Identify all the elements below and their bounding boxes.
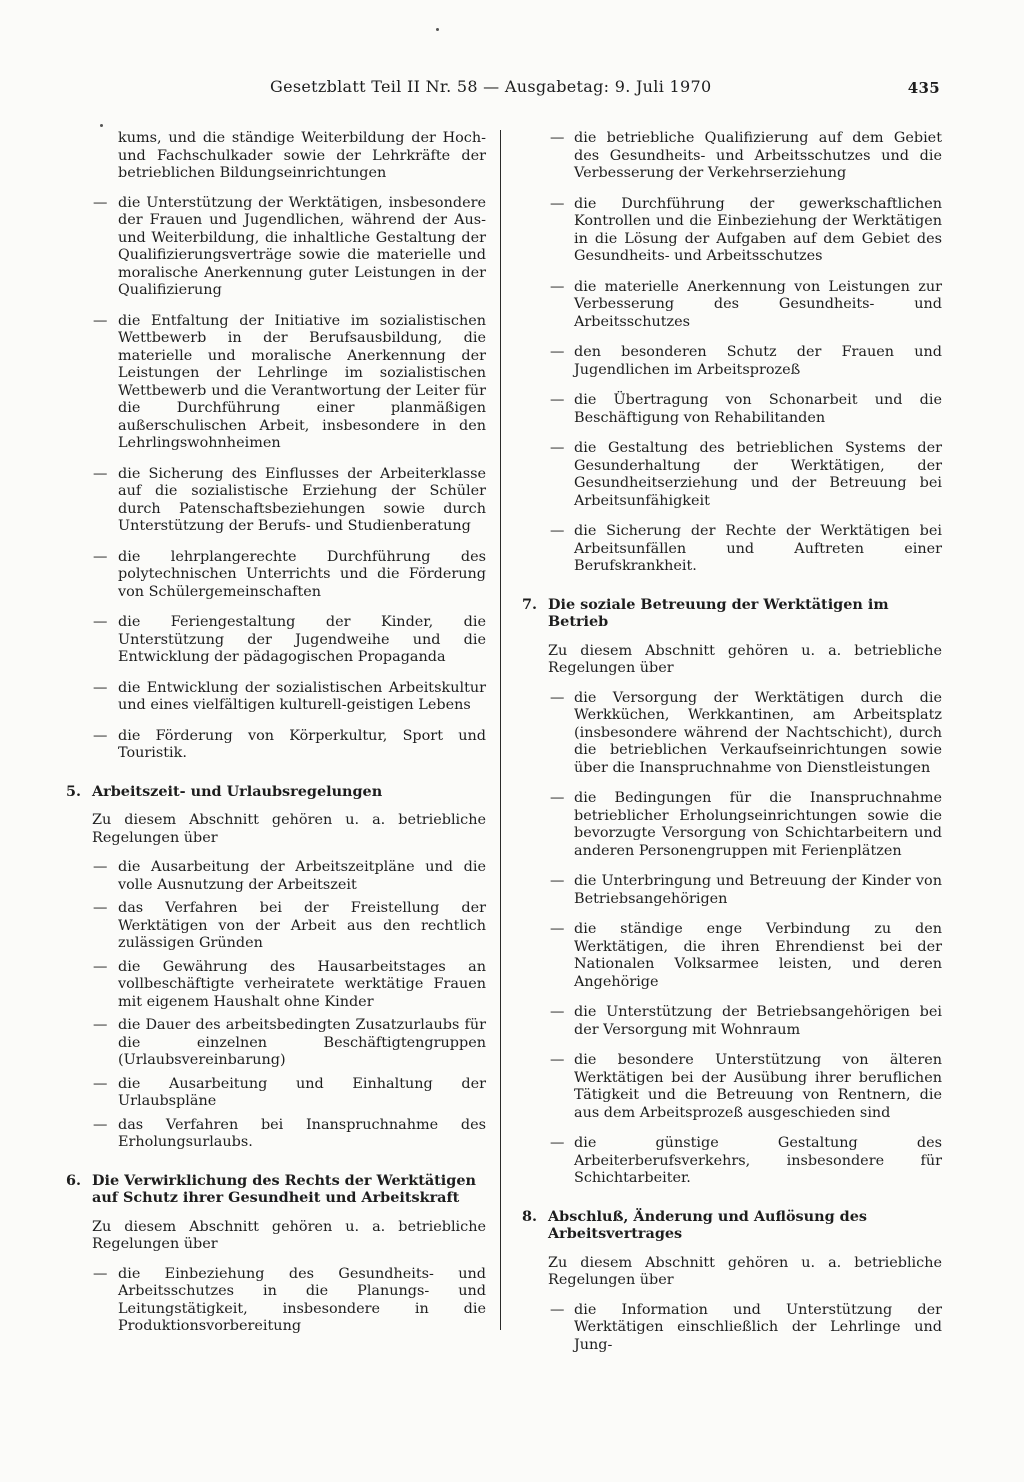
list-item: — die Dauer des arbeitsbedingten Zusatzurlaubs für die einzelnen Beschäftigtengruppen (Urlaubsvereinbarung) bbox=[93, 1017, 486, 1068]
list-item: — die Durchführung der gewerkschaftlichen Kontrollen und die Einbeziehung der Werktätigen in die Lösung der Aufgaben auf dem Gebiet des Gesundheits- und Arbeitsschutzes bbox=[550, 195, 942, 264]
list-item: — das Verfahren bei Inanspruchnahme des Erholungsurlaubs. bbox=[93, 1116, 486, 1150]
dash-icon: — bbox=[550, 392, 565, 408]
bullet-list-section6-continued bbox=[522, 130, 942, 576]
section-title: Abschluß, Änderung und Auflösung des Arbeitsvertrages bbox=[548, 1207, 867, 1242]
list-item: — die Sicherung des Einflusses der Arbeiterklasse auf die sozialistische Erziehung der Schüler durch Patenschaftsbeziehungen sowie durch Unterstützung der Berufs- und Studienberatung bbox=[93, 465, 486, 534]
section-intro: Zu diesem Abschnitt gehören u. a. betriebliche Regelungen über bbox=[92, 1218, 486, 1252]
dash-icon: — bbox=[550, 130, 565, 146]
dash-icon: — bbox=[550, 523, 565, 539]
dash-icon: — bbox=[93, 1017, 108, 1033]
section-heading-5 bbox=[66, 783, 486, 801]
dash-icon: — bbox=[93, 465, 108, 482]
list-item: — die Versorgung der Werktätigen durch die Werkküchen, Werkkantinen, am Arbeitsplatz (insbesondere während der Nachtschicht), durch die betrieblichen Verkaufseinrichtungen sowie über die Inanspruchnahme von Dienstleistungen bbox=[550, 689, 942, 776]
section-heading-6 bbox=[66, 1172, 486, 1207]
dash-icon: — bbox=[93, 1265, 108, 1282]
list-item: — die Ausarbeitung und Einhaltung der Urlaubspläne bbox=[93, 1075, 486, 1109]
dash-icon: — bbox=[93, 1075, 108, 1092]
section-intro: Zu diesem Abschnitt gehören u. a. betriebliche Regelungen über bbox=[548, 1254, 942, 1288]
bullet-list-section8 bbox=[522, 1302, 942, 1355]
section-title: Arbeitszeit- und Urlaubsregelungen bbox=[92, 782, 383, 800]
dash-icon: — bbox=[93, 548, 108, 565]
dash-icon: — bbox=[93, 1116, 108, 1133]
section-number: 7. bbox=[522, 595, 538, 613]
dash-icon: — bbox=[550, 1052, 565, 1068]
section-number: 5. bbox=[66, 782, 82, 800]
section-heading-8 bbox=[522, 1208, 942, 1243]
dash-icon: — bbox=[550, 1301, 565, 1318]
section-title: Die soziale Betreuung der Werktätigen im Betrieb bbox=[548, 595, 889, 630]
bullet-list-section7 bbox=[522, 690, 942, 1188]
dash-icon: — bbox=[550, 344, 565, 360]
column-divider bbox=[500, 130, 501, 1330]
dash-icon: — bbox=[93, 859, 108, 875]
bullet-list-section5 bbox=[66, 859, 486, 1152]
list-item: — die betriebliche Qualifizierung auf dem Gebiet des Gesundheits- und Arbeitsschutzes und die Verbesserung der Verkehrserziehung bbox=[550, 130, 942, 181]
dash-icon: — bbox=[93, 312, 108, 329]
dash-icon: — bbox=[550, 278, 565, 295]
list-item: — die Übertragung von Schonarbeit und die Beschäftigung von Rehabilitanden bbox=[550, 392, 942, 426]
list-item: — die Förderung von Körperkultur, Sport und Touristik. bbox=[93, 727, 486, 761]
list-item: — die Sicherung der Rechte der Werktätigen bei Arbeitsunfällen und Auftreten einer Berufskrankheit. bbox=[550, 523, 942, 574]
list-item: — die Einbeziehung des Gesundheits- und Arbeitsschutzes in die Planungs- und Leitungstätigkeit, insbesondere in die Produktionsvorbereitung bbox=[93, 1265, 486, 1334]
list-item: — die Gewährung des Hausarbeitstages an vollbeschäftigte verheiratete werktätige Frauen mit eigenem Haushalt ohne Kinder bbox=[93, 958, 486, 1010]
list-item: — die Feriengestaltung der Kinder, die Unterstützung der Jugendweihe und die Entwicklung der pädagogischen Propaganda bbox=[93, 614, 486, 665]
list-item: — die ständige enge Verbindung zu den Werktätigen, die ihren Ehrendienst bei der Nationalen Volksarmee leisten, und deren Angehörige bbox=[550, 921, 942, 990]
list-item: — die Ausarbeitung der Arbeitszeitpläne und die volle Ausnutzung der Arbeitszeit bbox=[93, 859, 486, 893]
section-heading-7 bbox=[522, 596, 942, 631]
list-item: — die Information und Unterstützung der Werktätigen einschließlich der Lehrlinge und Jung- bbox=[550, 1301, 942, 1353]
list-item: — die Unterstützung der Werktätigen, insbesondere der Frauen und Jugendlichen, während der Aus- und Weiterbildung, die inhaltliche Gestaltung der Qualifizierungsverträge sowie die materielle und moralische Anerkennung guter Leistungen in der Qualifizierung bbox=[93, 194, 486, 298]
dash-icon: — bbox=[550, 195, 565, 212]
list-item: — die besondere Unterstützung von älteren Werktätigen bei der Ausübung ihrer beruflichen Tätigkeit und die Betreuung von Rentnern, die aus dem Arbeitsprozeß ausgeschieden sind bbox=[550, 1052, 942, 1121]
bullet-list-section4 bbox=[66, 195, 486, 763]
page-number: 435 bbox=[907, 79, 940, 97]
continuation-paragraph: kums, und die ständige Weiterbildung der Hoch- und Fachschulkader sowie der Lehrkräfte der betrieblichen Bildungseinrichtungen bbox=[118, 130, 486, 181]
print-speck bbox=[100, 124, 103, 127]
page-header-title: Gesetzblatt Teil II Nr. 58 — Ausgabetag: 9. Juli 1970 bbox=[270, 77, 712, 96]
dash-icon: — bbox=[550, 1004, 565, 1020]
bullet-list-section6 bbox=[66, 1266, 486, 1336]
dash-icon: — bbox=[93, 679, 108, 696]
list-item: — die materielle Anerkennung von Leistungen zur Verbesserung des Gesundheits- und Arbeitsschutzes bbox=[550, 278, 942, 330]
left-column bbox=[66, 130, 486, 1349]
list-item: — die günstige Gestaltung des Arbeiterberufsverkehrs, insbesondere für Schichtarbeiter. bbox=[550, 1135, 942, 1186]
dash-icon: — bbox=[550, 790, 565, 806]
section-title: Die Verwirklichung des Rechts der Werktätigen auf Schutz ihrer Gesundheit und Arbeitskraft bbox=[92, 1171, 476, 1206]
right-column bbox=[522, 130, 942, 1367]
dash-icon: — bbox=[550, 689, 565, 706]
dash-icon: — bbox=[93, 958, 108, 975]
list-item: — die Entfaltung der Initiative im sozialistischen Wettbewerb in der Berufsausbildung, die materielle und moralische Anerkennung der Leistungen der Lehrlinge im sozialistischen Wettbewerb und die Verantwortung der Leiter für die Durchführung einer planmäßigen außerschulischen Arbeit, insbesondere in den Lehrlingswohnheimen bbox=[93, 312, 486, 451]
dash-icon: — bbox=[93, 727, 108, 744]
list-item: — die Unterbringung und Betreuung der Kinder von Betriebsangehörigen bbox=[550, 873, 942, 907]
dash-icon: — bbox=[550, 873, 565, 889]
section-intro: Zu diesem Abschnitt gehören u. a. betriebliche Regelungen über bbox=[92, 812, 486, 846]
section-number: 6. bbox=[66, 1171, 82, 1189]
list-item: — das Verfahren bei der Freistellung der Werktätigen von der Arbeit aus den rechtlich zulässigen Gründen bbox=[93, 900, 486, 951]
dash-icon: — bbox=[550, 1135, 565, 1151]
section-number: 8. bbox=[522, 1207, 538, 1225]
list-item: — die lehrplangerechte Durchführung des polytechnischen Unterrichts und die Förderung von Schülergemeinschaften bbox=[93, 548, 486, 600]
dash-icon: — bbox=[550, 921, 565, 937]
print-speck bbox=[436, 28, 439, 31]
dash-icon: — bbox=[93, 900, 108, 916]
dash-icon: — bbox=[93, 194, 108, 211]
list-item: — den besonderen Schutz der Frauen und Jugendlichen im Arbeitsprozeß bbox=[550, 344, 942, 378]
section-intro: Zu diesem Abschnitt gehören u. a. betriebliche Regelungen über bbox=[548, 642, 942, 676]
list-item: — die Unterstützung der Betriebsangehörigen bei der Versorgung mit Wohnraum bbox=[550, 1004, 942, 1038]
list-item: — die Bedingungen für die Inanspruchnahme betrieblicher Erholungseinrichtungen sowie die bevorzugte Versorgung von Schichtarbeitern und anderen Personengruppen mit Ferienplätzen bbox=[550, 790, 942, 859]
list-item: — die Gestaltung des betrieblichen Systems der Gesunderhaltung der Werktätigen, der Gesundheitserziehung und der Betreuung bei Arbeitsunfähigkeit bbox=[550, 440, 942, 509]
dash-icon: — bbox=[550, 440, 565, 456]
list-item: — die Entwicklung der sozialistischen Arbeitskultur und eines vielfältigen kulturell-geistigen Lebens bbox=[93, 679, 486, 713]
dash-icon: — bbox=[93, 614, 108, 630]
